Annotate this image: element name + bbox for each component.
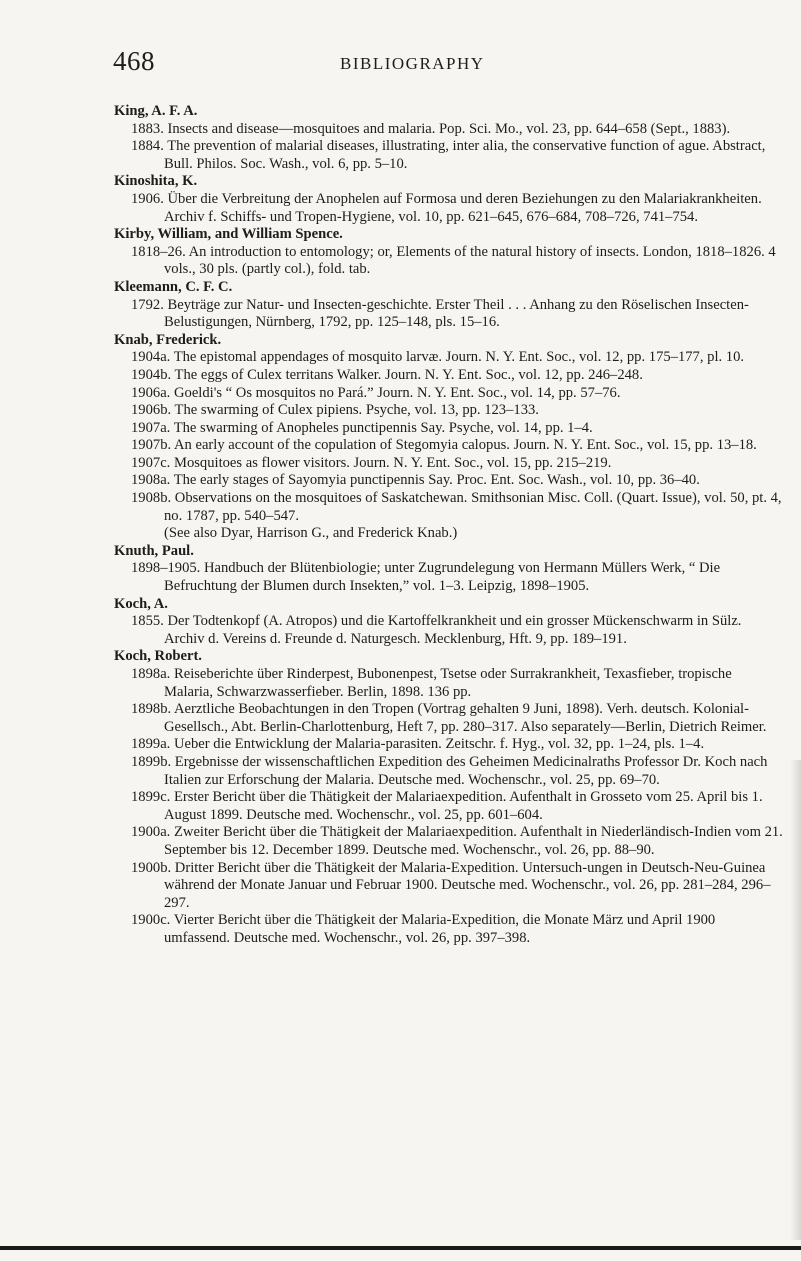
entry-text: The eggs of Culex territans Walker. Journ. N. Y. Ent. Soc., vol. 12, pp. 246–248. <box>174 366 643 383</box>
running-title: BIBLIOGRAPHY <box>340 54 485 73</box>
entry-year: 1900a. <box>131 824 171 841</box>
bib-entry <box>114 385 784 403</box>
entry-text: The swarming of Culex pipiens. Psyche, vol. 13, pp. 123–133. <box>174 402 539 419</box>
entry-text: An introduction to entomology; or, Elements of the natural history of insects. London, 1818–1826. 4 vols., 30 pls. (partly col.), fold. tab. <box>164 243 776 278</box>
bib-entry <box>114 297 784 332</box>
bib-entry <box>114 560 784 595</box>
see-also-note: (See also Dyar, Harrison G., and Frederick Knab.) <box>164 525 458 542</box>
entry-text: Der Todtenkopf (A. Atropos) und die Kartoffelkrankheit und ein grosser Mückenschwarm in Sülz. Archiv d. Vereins d. Freunde d. Naturgesch. Mecklenburg, Hft. 9, pp. 189–191. <box>164 613 742 647</box>
entry-year: 1899b. <box>131 753 172 770</box>
bib-entry <box>114 701 784 736</box>
entry-text: Aerztliche Beobachtungen in den Tropen (Vortrag gehalten 9 Juni, 1898). Verh. deutsch. Kolonial-Gesellsch., Abt. Berlin-Charlottenburg, Heft 7, pp. 280–317. Also separately—Berlin, Dietrich Reimer. <box>164 701 767 735</box>
bib-entry <box>114 490 784 525</box>
bib-entry <box>114 191 784 226</box>
author-heading: King, A. F. A. <box>114 103 198 119</box>
entry-year: 1898–1905. <box>131 560 201 577</box>
entry-year: 1908a. <box>131 472 171 489</box>
entry-year: 1899a. <box>131 736 171 753</box>
entry-text: Observations on the mosquitoes of Saskatchewan. Smithsonian Misc. Coll. (Quart. Issue), vol. 50, pt. 4, no. 1787, pp. 540–547. <box>164 490 782 524</box>
entry-year: 1898b. <box>131 701 172 718</box>
entry-text: The early stages of Sayomyia punctipennis Say. Proc. Ent. Soc. Wash., vol. 10, pp. 36–40. <box>173 472 700 489</box>
entry-year: 1908b. <box>131 490 172 507</box>
entry-text: Insects and disease—mosquitoes and malaria. Pop. Sci. Mo., vol. 23, pp. 644–658 (Sept., 1883). <box>167 120 731 137</box>
entry-text: An early account of the copulation of Stegomyia calopus. Journ. N. Y. Ent. Soc., vol. 15, pp. 13–18. <box>173 437 757 454</box>
entry-year: 1883. <box>131 120 164 137</box>
entry-year: 1904a. <box>131 349 171 366</box>
author-heading: Kleemann, C. F. C. <box>114 278 233 295</box>
entry-year: 1898a. <box>131 666 171 682</box>
bib-entry <box>114 367 784 385</box>
bib-entry <box>114 860 784 913</box>
entry-year: 1900b. <box>131 859 172 876</box>
bottom-rule <box>0 1246 801 1250</box>
bib-entry <box>114 912 784 947</box>
entry-text: The prevention of malarial diseases, illustrating, inter alia, the conservative function of ague. Abstract, Bull. Philos. Soc. Wash., vol. 6, pp. 5–10. <box>164 138 766 172</box>
page-edge-shadow <box>790 760 801 1240</box>
entry-year: 1907a. <box>131 419 171 436</box>
entry-year: 1906b. <box>131 402 172 419</box>
author-heading: Koch, A. <box>114 595 168 612</box>
bib-entry <box>114 824 784 859</box>
entry-year: 1904b. <box>131 366 172 383</box>
bibliography-list <box>114 103 784 948</box>
entry-year: 1907c. <box>131 454 171 471</box>
entry-year: 1792. <box>131 296 164 313</box>
entry-text: Reiseberichte über Rinderpest, Bubonenpest, Tsetse oder Surrakrankheit, Texasfieber, tropische Malaria, Schwarzwasserfieber. Berlin, 1898. 136 pp. <box>164 666 732 700</box>
entry-text: Zweiter Bericht über die Thätigkeit der Malariaexpedition. Aufenthalt in Niederländisch-Indien vom 21. September bis 12. December 1899. Deutsche med. Wochenschr., vol. 26, pp. 88–90. <box>164 824 783 858</box>
entry-text: The swarming of Anopheles punctipennis Say. Psyche, vol. 14, pp. 1–4. <box>173 419 593 436</box>
entry-text: Mosquitoes as flower visitors. Journ. N. Y. Ent. Soc., vol. 15, pp. 215–219. <box>173 454 612 471</box>
author-heading: Koch, Robert. <box>114 648 202 665</box>
author-heading: Kirby, William, and William Spence. <box>114 226 343 243</box>
entry-year: 1855. <box>131 613 164 630</box>
entry-text: Vierter Bericht über die Thätigkeit der Malaria-Expedition, die Monate März und April 1900 umfassend. Deutsche med. Wochenschr., vol. 26, pp. 397–398. <box>164 912 716 946</box>
bib-entry <box>114 420 784 438</box>
entry-text: Erster Bericht über die Thätigkeit der Malariaexpedition. Aufenthalt in Grosseto vom 25. April bis 1. August 1899. Deutsche med. Wochenschr., vol. 25, pp. 601–604. <box>164 789 763 823</box>
bib-entry <box>114 138 784 173</box>
entry-year: 1906a. <box>131 384 171 401</box>
bib-entry <box>114 437 784 455</box>
page-number: 468 <box>113 46 155 76</box>
entry-text: Beyträge zur Natur- und Insecten-geschichte. Erster Theil . . . Anhang zu den Röselischen Insecten-Belustigungen, Nürnberg, 1792, pp. 125–148, pls. 15–16. <box>164 296 749 331</box>
bib-entry <box>114 402 784 420</box>
entry-year: 1884. <box>131 138 164 155</box>
entry-text: Dritter Bericht über die Thätigkeit der Malaria-Expedition. Untersuch-ungen in Deutsch-Neu-Guinea während der Monate Januar und Februar 1900. Deutsche med. Wochenschr., vol. 26, pp. 281–284, 296–297. <box>164 859 771 911</box>
entry-year: 1900c. <box>131 912 171 929</box>
entry-text: Handbuch der Blütenbiologie; unter Zugrundelegung von Hermann Müllers Werk, “ Die Befruchtung der Blumen durch Insekten,” vol. 1–3. Leipzig, 1898–1905. <box>164 560 721 595</box>
author-heading: Kinoshita, K. <box>114 173 198 190</box>
author-heading: Knab, Frederick. <box>114 331 222 348</box>
bib-entry <box>114 244 784 279</box>
entry-text: Ergebnisse der wissenschaftlichen Expedition des Geheimen Medicinalraths Professor Dr. Koch nach Italien zur Erforschung der Malaria. Deutsche med. Wochenschr., vol. 25, pp. 69–70. <box>164 753 768 788</box>
entry-year: 1906. <box>131 190 164 207</box>
entry-year: 1818–26. <box>131 243 186 260</box>
bib-entry <box>114 736 784 754</box>
bib-entry <box>114 789 784 824</box>
entry-text: Ueber die Entwicklung der Malaria-parasiten. Zeitschr. f. Hyg., vol. 32, pp. 1–24, pls. 1–4. <box>173 736 705 753</box>
entry-year: 1907b. <box>131 437 172 454</box>
author-heading: Knuth, Paul. <box>114 542 194 559</box>
bib-entry <box>114 121 784 139</box>
bib-entry <box>114 472 784 490</box>
bib-entry <box>114 455 784 473</box>
bib-entry <box>114 666 784 701</box>
entry-text: The epistomal appendages of mosquito larvæ. Journ. N. Y. Ent. Soc., vol. 12, pp. 175–177, pl. 10. <box>173 349 745 366</box>
bib-entry <box>114 613 784 648</box>
bib-entry <box>114 349 784 367</box>
entry-year: 1899c. <box>131 789 171 806</box>
bib-entry <box>114 754 784 789</box>
entry-text: Goeldi's “ Os mosquitos no Pará.” Journ. N. Y. Ent. Soc., vol. 14, pp. 57–76. <box>173 384 621 401</box>
entry-text: Über die Verbreitung der Anophelen auf Formosa und deren Beziehungen zu den Malariakrankheiten. Archiv f. Schiffs- und Tropen-Hygiene, vol. 10, pp. 621–645, 676–684, 708–726, 741–754. <box>164 190 762 225</box>
